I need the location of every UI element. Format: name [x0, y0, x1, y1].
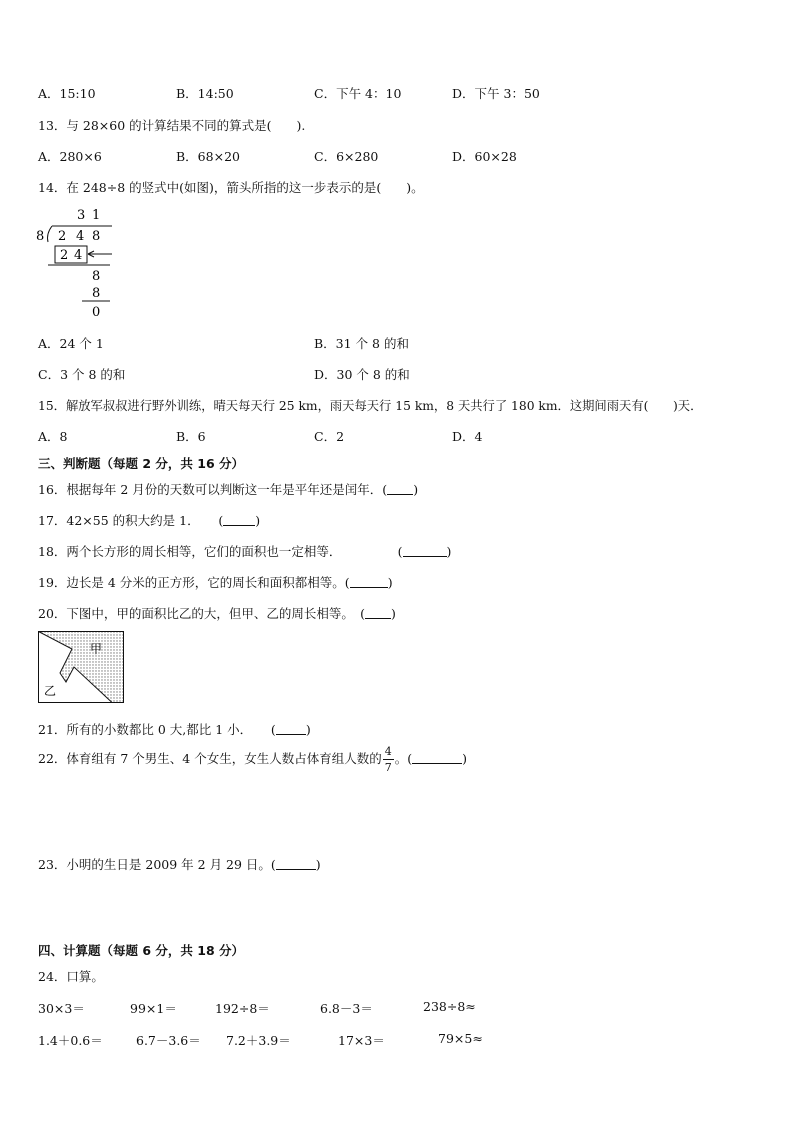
fraction-numerator: 4 [384, 745, 392, 758]
q13-option-d: D．60×28 [452, 149, 517, 164]
q20-text [38, 604, 396, 622]
dividend-digit: 2 [58, 229, 67, 244]
q16-text [38, 480, 418, 498]
q20-label: 20．下图中，甲的面积比乙的大，但甲、乙的周长相等。 ( [38, 606, 366, 621]
q13-option-a: A．280×6 [38, 149, 102, 164]
step1-digit: 4 [74, 248, 83, 263]
q22-text [38, 746, 467, 773]
calc-item: 238÷8≈ [423, 999, 476, 1014]
calc-item: 1.4＋0.6＝ [38, 1033, 103, 1048]
q18-text [38, 542, 451, 560]
answer-blank[interactable] [365, 606, 391, 619]
answer-blank[interactable] [350, 575, 388, 588]
fraction [383, 746, 394, 773]
close-paren: ) [413, 482, 419, 497]
calc-item: 79×5≈ [438, 1031, 483, 1046]
calc-item: 7.2＋3.9＝ [226, 1033, 291, 1048]
close-paren: ) [391, 606, 396, 621]
close-paren: ) [255, 513, 261, 528]
q15-option-a: A．8 [38, 429, 68, 444]
q14-text: 14．在 248÷8 的竖式中(如图)，箭头所指的这一步表示的是( )。 [38, 180, 424, 195]
q12-option-d: D．下午 3：50 [452, 86, 540, 101]
answer-blank[interactable] [387, 482, 413, 495]
quotient-digit: 1 [92, 208, 101, 223]
q19-label: 19．边长是 4 分米的正方形，它的周长和面积都相等。( [38, 575, 350, 590]
q13-text: 13．与 28×60 的计算结果不同的算式是( ). [38, 118, 306, 133]
dividend-digit: 4 [76, 229, 85, 244]
answer-blank[interactable] [276, 722, 306, 735]
final-digit: 0 [92, 305, 101, 320]
answer-blank[interactable] [403, 544, 447, 557]
q24-text: 24．口算。 [38, 969, 104, 984]
label-jia: 甲 [90, 642, 103, 656]
q22-label: 22．体育组有 7 个男生、4 个女生，女生人数占体育组人数的 [38, 751, 382, 766]
q15-option-d: D．4 [452, 429, 483, 444]
close-paren: ) [305, 722, 311, 737]
q12-option-c: C．下午 4：10 [314, 86, 402, 101]
q19-text [38, 573, 393, 591]
close-paren: ) [387, 575, 393, 590]
remainder-digit: 8 [92, 269, 101, 284]
calc-item: 30×3＝ [38, 1001, 85, 1016]
close-paren: ) [462, 751, 468, 766]
q22-tail: 。( [394, 751, 413, 766]
calc-item: 99×1＝ [130, 1001, 177, 1016]
q17-text [38, 511, 260, 529]
q18-label: 18．两个长方形的周长相等，它们的面积也一定相等． ( [38, 544, 403, 559]
calc-item: 17×3＝ [338, 1033, 385, 1048]
calc-item: 6.8－3＝ [320, 1001, 373, 1016]
q17-label: 17．42×55 的积大约是 1． ( [38, 513, 224, 528]
answer-blank[interactable] [223, 513, 255, 526]
q21-text [38, 720, 311, 738]
q23-label: 23．小明的生日是 2009 年 2 月 29 日。( [38, 857, 276, 872]
section-4-heading: 四、计算题（每题 6 分，共 18 分） [38, 943, 245, 958]
q14-option-d: D．30 个 8 的和 [314, 367, 410, 382]
q20-figure [38, 631, 124, 703]
section-3-heading: 三、判断题（每题 2 分，共 16 分） [38, 456, 245, 471]
answer-blank[interactable] [276, 857, 316, 870]
divisor: 8 [36, 229, 45, 244]
step1-digit: 2 [60, 248, 69, 263]
q14-option-b: B．31 个 8 的和 [314, 336, 409, 351]
q12-option-b: B．14:50 [176, 86, 234, 101]
q15-option-b: B．6 [176, 429, 206, 444]
calc-item: 6.7－3.6＝ [136, 1033, 201, 1048]
q12-option-a: A．15:10 [38, 86, 96, 101]
q21-label: 21．所有的小数都比 0 大,都比 1 小． ( [38, 722, 276, 737]
q15-text: 15．解放军叔叔进行野外训练，晴天每天行 25 km，雨天每天行 15 km，8 天共行了 180 km．这期间雨天有( )天． [38, 399, 703, 413]
answer-blank[interactable] [412, 751, 462, 764]
close-paren: ) [315, 857, 321, 872]
fraction-denominator: 7 [384, 761, 392, 774]
quotient-digit: 3 [77, 208, 86, 223]
q16-label: 16．根据每年 2 月份的天数可以判断这一年是平年还是闰年．( [38, 482, 388, 497]
label-yi: 乙 [44, 684, 57, 698]
long-division-figure [30, 200, 130, 322]
q13-option-b: B．68×20 [176, 149, 240, 164]
calc-item: 192÷8＝ [215, 1001, 270, 1016]
q23-text [38, 855, 321, 873]
q13-option-c: C．6×280 [314, 149, 379, 164]
step2-digit: 8 [92, 286, 101, 301]
q14-option-c: C．3 个 8 的和 [38, 367, 126, 382]
close-paren: ) [446, 544, 452, 559]
q15-option-c: C．2 [314, 429, 345, 444]
dividend-digit: 8 [92, 229, 101, 244]
q14-option-a: A．24 个 1 [38, 336, 104, 351]
